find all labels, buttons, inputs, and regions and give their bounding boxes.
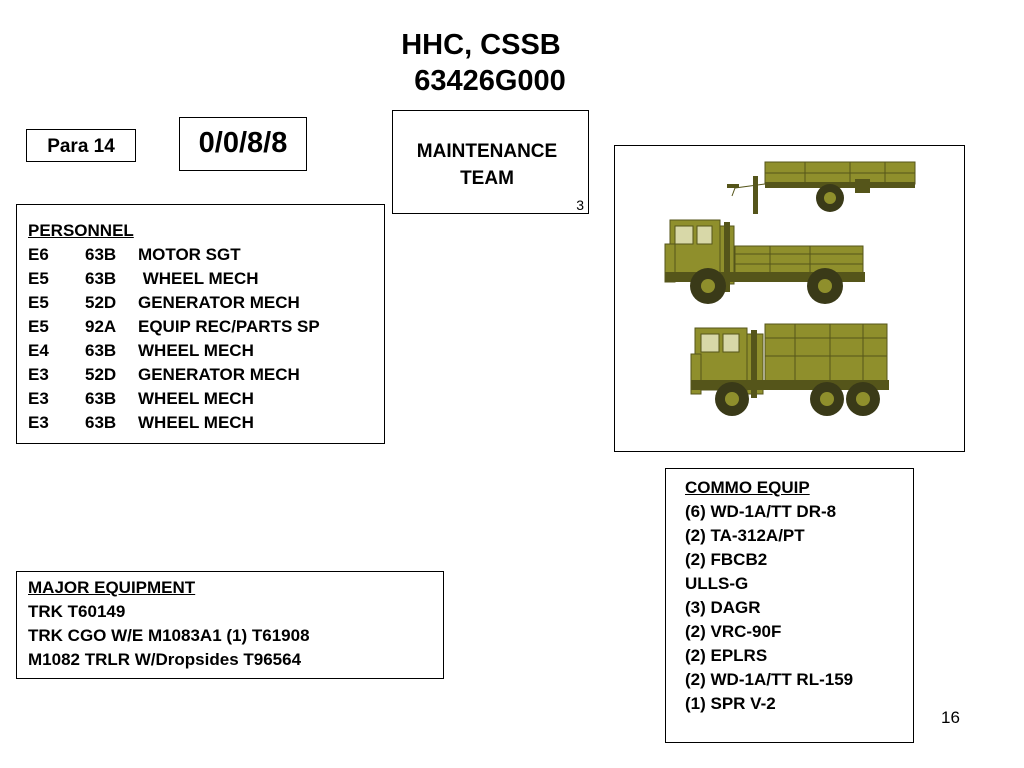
title-line-1: HHC, CSSB [401,29,561,61]
strength-value: 0/0/8/8 [198,127,288,159]
commo-equip-item: (2) TA-312A/PT [685,526,805,545]
strength-box [179,117,307,171]
major-equipment-item: M1082 TRLR W/Dropsides T96564 [28,650,302,669]
personnel-row [28,363,320,387]
commo-equip-heading: COMMO EQUIP [685,478,810,497]
personnel-box [16,204,385,444]
team-name [393,138,581,192]
para-label-box [26,129,136,162]
personnel-grade: E6 [28,245,49,264]
commo-equip-item: (2) FBCB2 [685,550,768,569]
personnel-mos: 63B [85,269,117,288]
commo-equip-item: (3) DAGR [685,598,761,617]
team-box [392,110,589,214]
personnel-title: WHEEL MECH [138,341,254,360]
personnel-row [28,243,320,267]
personnel-mos: 92A [85,317,117,336]
commo-equip-item: (1) SPR V-2 [685,694,776,713]
major-equipment-list [28,600,310,672]
title-line-2: 63426G000 [414,65,566,97]
personnel-mos: 63B [85,413,117,432]
commo-equip-item: (2) EPLRS [685,646,768,665]
personnel-title: MOTOR SGT [138,245,241,264]
personnel-grade: E5 [28,293,49,312]
covered-truck-graphic [691,324,889,416]
major-equipment-item: TRK T60149 [28,602,126,621]
personnel-row [28,267,320,291]
team-name-line-2: TEAM [460,168,514,189]
personnel-grade: E5 [28,317,49,336]
commo-equip-item: (6) WD-1A/TT DR-8 [685,502,837,521]
page-title [0,27,962,99]
para-label: Para 14 [47,136,115,157]
personnel-grade: E3 [28,413,49,432]
commo-equip-item: (2) WD-1A/TT RL-159 [685,670,854,689]
personnel-title: EQUIP REC/PARTS SP [138,317,320,336]
personnel-grade: E4 [28,341,49,360]
vehicle-illustration [615,146,964,451]
page-number: 16 [941,708,960,727]
commo-equip-list [685,500,853,716]
personnel-row [28,387,320,411]
personnel-mos: 52D [85,365,117,384]
team-number: 3 [576,197,584,213]
commo-equip-item: ULLS-G [685,574,749,593]
commo-equip-box [665,468,914,743]
vehicle-image-frame [614,145,965,452]
team-name-line-1: MAINTENANCE [416,141,558,162]
personnel-heading: PERSONNEL [28,221,134,240]
major-equipment-box [16,571,444,679]
trailer-graphic [727,162,915,214]
personnel-mos: 63B [85,245,117,264]
personnel-title: GENERATOR MECH [138,365,300,384]
major-equipment-item: TRK CGO W/E M1083A1 (1) T61908 [28,626,310,645]
personnel-mos: 63B [85,341,117,360]
personnel-mos: 52D [85,293,117,312]
personnel-row [28,339,320,363]
personnel-title: WHEEL MECH [138,269,259,288]
personnel-title: WHEEL MECH [138,413,254,432]
personnel-list [28,243,320,435]
commo-equip-item: (2) VRC-90F [685,622,782,641]
personnel-title: GENERATOR MECH [138,293,300,312]
personnel-row [28,411,320,435]
personnel-row [28,315,320,339]
personnel-grade: E3 [28,365,49,384]
personnel-grade: E5 [28,269,49,288]
cargo-truck-graphic [665,220,865,304]
major-equipment-heading: MAJOR EQUIPMENT [28,578,196,597]
personnel-row [28,291,320,315]
personnel-grade: E3 [28,389,49,408]
personnel-title: WHEEL MECH [138,389,254,408]
personnel-mos: 63B [85,389,117,408]
